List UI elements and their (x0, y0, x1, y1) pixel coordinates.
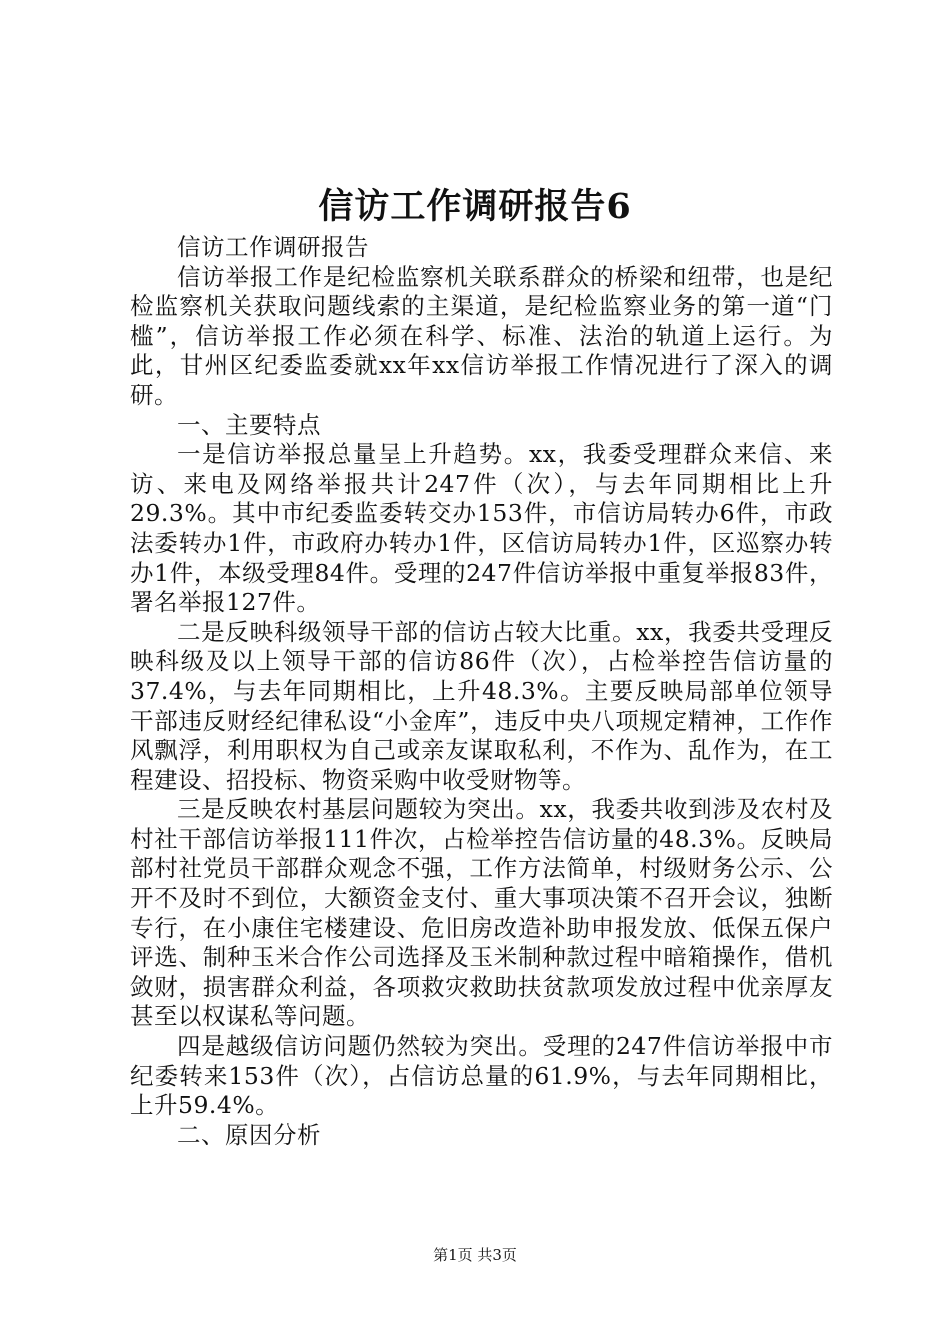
paragraph-feature-one: 一是信访举报总量呈上升趋势。xx，我委受理群众来信、来访、来电及网络举报共计247件（次），与去年同期相比上升29.3%。其中市纪委监委转交办153件，市信访局转办6件，市政法委转办1件，市政府办转办1件，区信访局转办1件，区巡察办转办1件，本级受理84件。受理的247件信访举报中重复举报83件，署名举报127件。 (130, 440, 833, 617)
section-heading-cause-analysis: 二、原因分析 (177, 1120, 321, 1149)
subtitle-paragraph: 信访工作调研报告 (177, 233, 369, 261)
section-heading-main-features: 一、主要特点 (177, 410, 321, 439)
page-footer: 第1页 共3页 (433, 1246, 517, 1264)
intro-paragraph: 信访举报工作是纪检监察机关联系群众的桥梁和纽带，也是纪检监察机关获取问题线索的主渠道，是纪检监察业务的第一道“门槛”，信访举报工作必须在科学、标准、法治的轨道上运行。为此，甘州区纪委监委就xx年xx信访举报工作情况进行了深入的调研。 (130, 262, 833, 409)
paragraph-feature-four: 四是越级信访问题仍然较为突出。受理的247件信访举报中市纪委转来153件（次），占信访总量的61.9%，与去年同期相比，上升59.4%。 (130, 1032, 833, 1120)
document-title: 信访工作调研报告6 (318, 186, 632, 227)
document-body (130, 233, 833, 1150)
paragraph-feature-two: 二是反映科级领导干部的信访占较大比重。xx，我委共受理反映科级及以上领导干部的信访86件（次），占检举控告信访量的37.4%，与去年同期相比，上升48.3%。主要反映局部单位领导干部违反财经纪律私设“小金库”，违反中央八项规定精神，工作作风飘浮，利用职权为自己或亲友谋取私利，不作为、乱作为，在工程建设、招投标、物资采购中收受财物等。 (130, 617, 833, 794)
paragraph-feature-three: 三是反映农村基层问题较为突出。xx，我委共收到涉及农村及村社干部信访举报111件次，占检举控告信访量的48.3%。反映局部村社党员干部群众观念不强，工作方法简单，村级财务公示、公开不及时不到位，大额资金支付、重大事项决策不召开会议，独断专行，在小康住宅楼建设、危旧房改造补助申报发放、低保五保户评选、制种玉米合作公司选择及玉米制种款过程中暗箱操作，借机敛财，损害群众利益，各项救灾救助扶贫款项发放过程中优亲厚友甚至以权谋私等问题。 (130, 795, 833, 1031)
